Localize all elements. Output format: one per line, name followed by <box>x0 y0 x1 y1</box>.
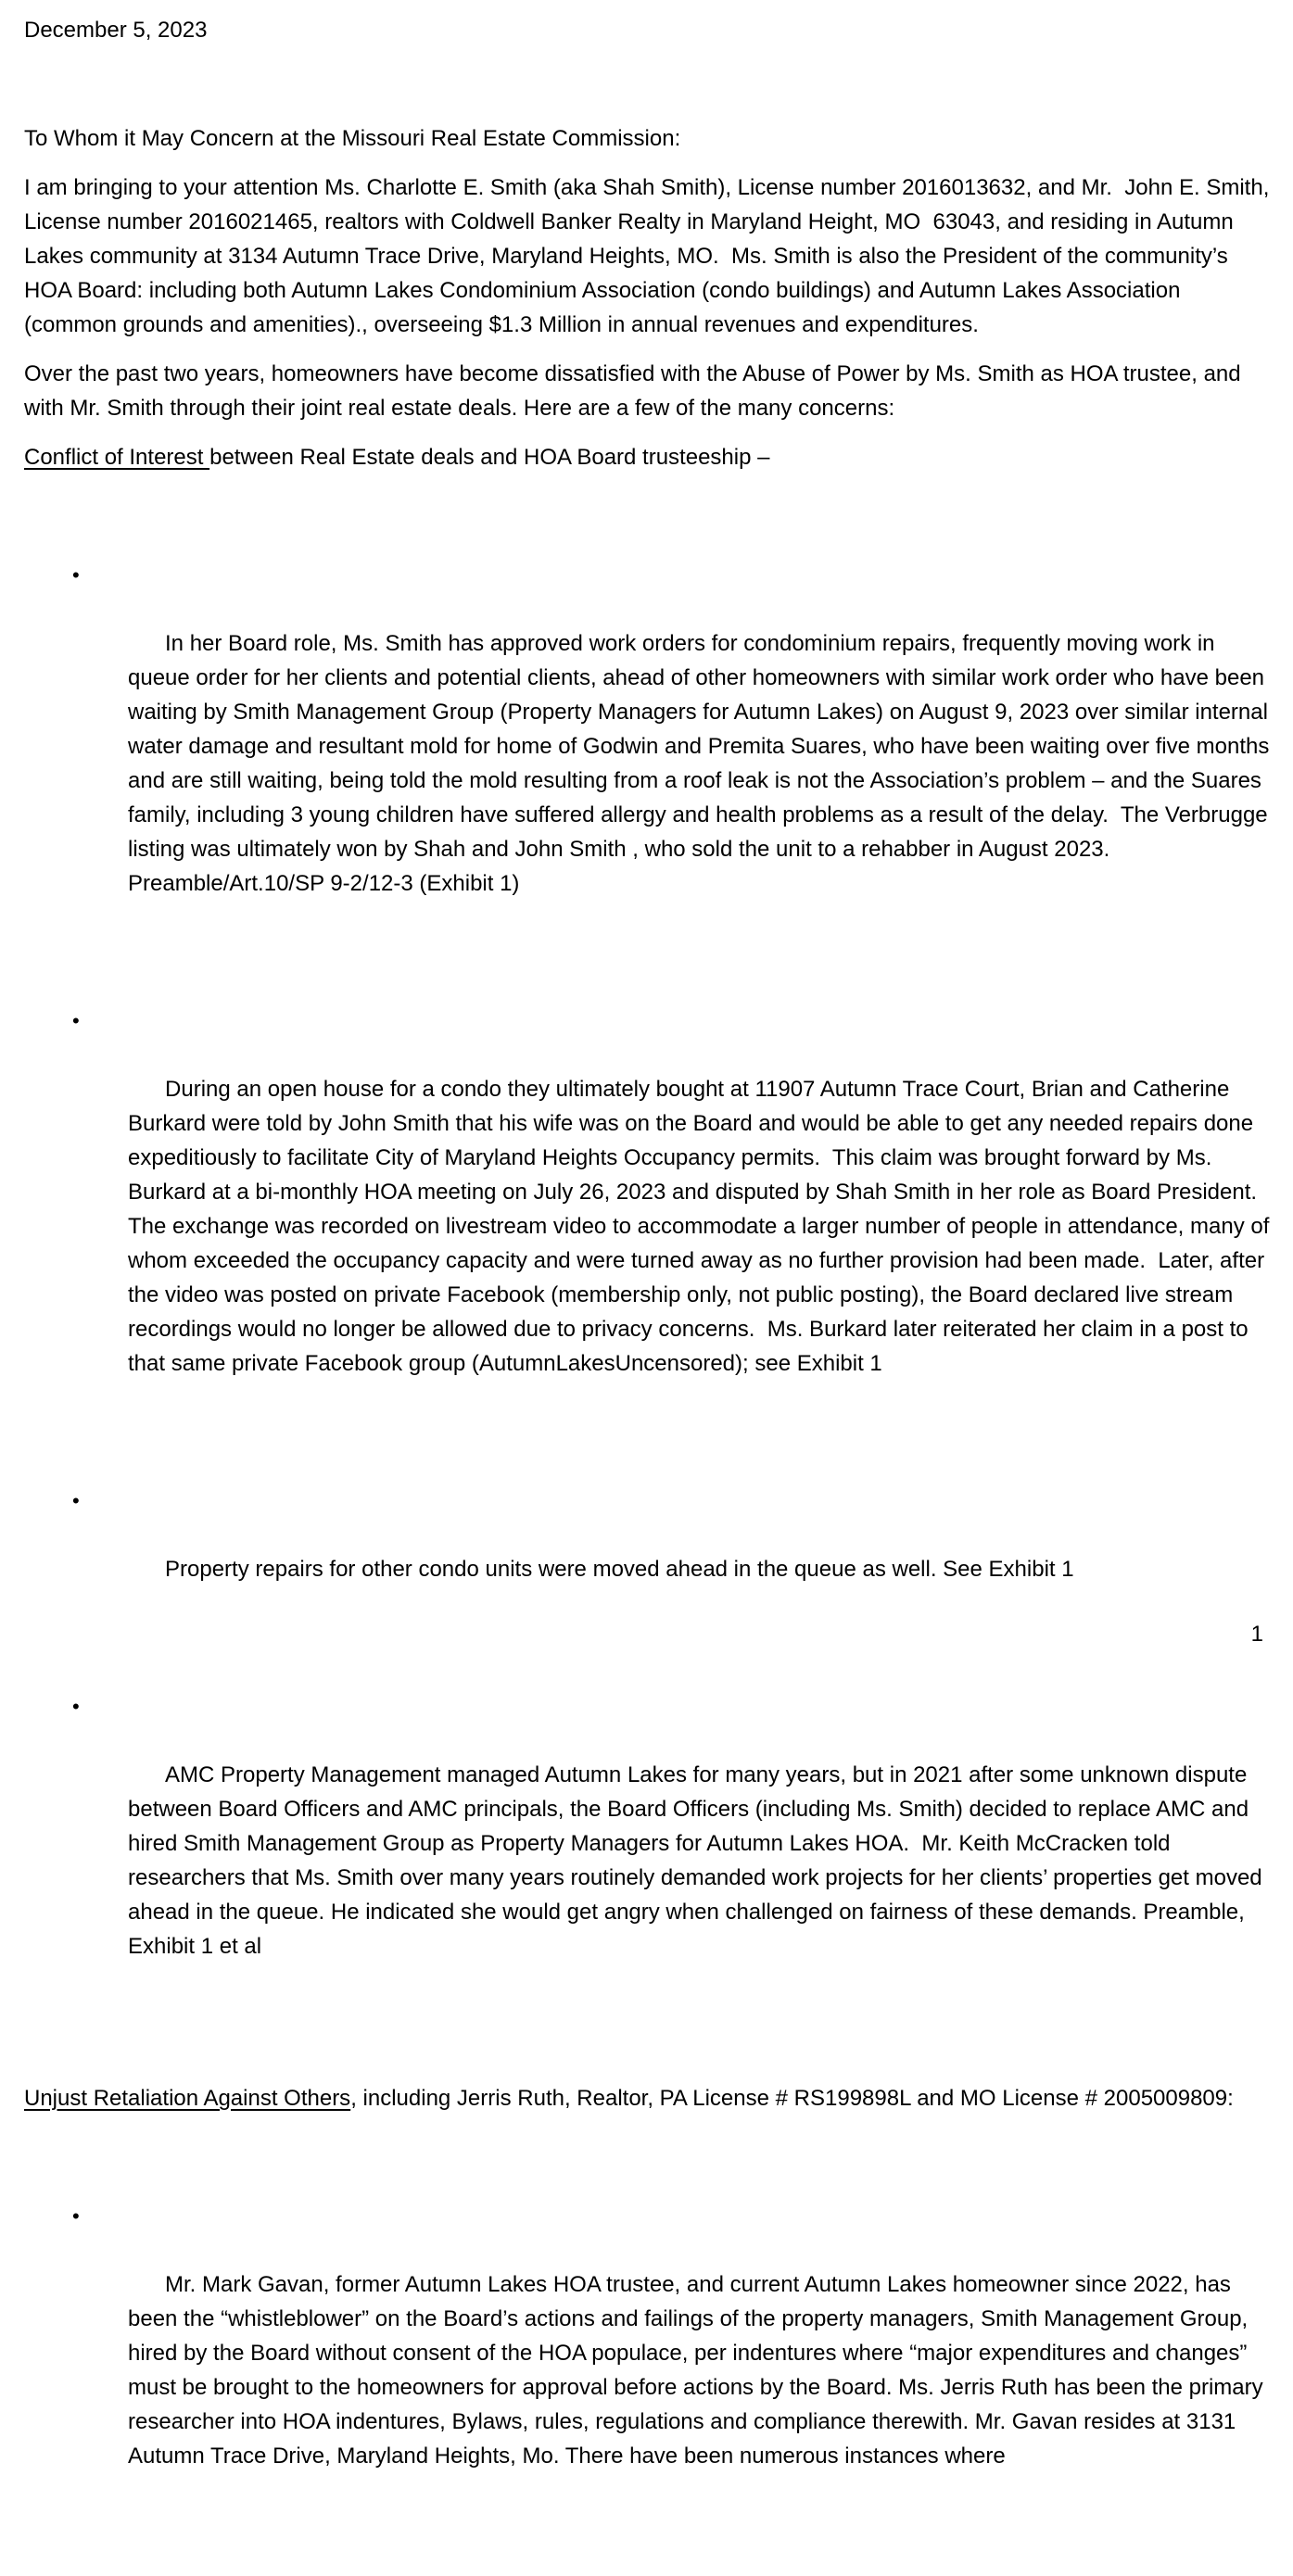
bullet-icon: • <box>72 1489 80 1512</box>
bullet-text-mark-gavan: Mr. Mark Gavan, former Autumn Lakes HOA trustee, and current Autumn Lakes homeowner since 2022, has been the “whistleblower” on the Board’s actions and failings of the property managers, Smith Management Group, hired by the Board without consent of the HOA populace, per indentures where “major expenditures and changes” must be brought to the homeowners for approval before actions by the Board. Ms. Jerris Ruth has been the primary researcher into HOA indentures, Bylaws, rules, regulations and compliance therewith. Mr. Gavan resides at 3131 Autumn Trace Drive, Maryland Heights, Mo. There have been numerous instances where <box>128 2272 1270 2469</box>
bullet-icon: • <box>72 1009 80 1032</box>
heading-underlined-text: Conflict of Interest <box>24 445 210 470</box>
bullet-icon: • <box>72 563 80 587</box>
salutation: To Whom it May Concern at the Missouri Real Estate Commission: <box>24 126 681 151</box>
intro-paragraph-2: Over the past two years, homeowners have become dissatisfied with the Abuse of Power by Ms. Smith as HOA trustee, and with Mr. Smith through their joint real estate deals. Here are a few of the many concerns: <box>24 361 1248 421</box>
bullet-text-property-repairs: Property repairs for other condo units were moved ahead in the queue as well. See Exhibit 1 <box>165 1557 1074 1582</box>
page-number: 1 <box>1250 1622 1263 1647</box>
list-item <box>24 558 1276 935</box>
section-heading-unjust-retaliation <box>24 2081 1270 2115</box>
bullet-icon: • <box>72 2204 80 2228</box>
list-item <box>24 1689 1270 1998</box>
list-item <box>24 1004 1276 1415</box>
heading-rest-text: between Real Estate deals and HOA Board trusteeship – <box>209 445 770 470</box>
heading-rest-text: , including Jerris Ruth, Realtor, PA License # RS199898L and MO License # 2005009809: <box>350 2086 1234 2111</box>
unjust-retaliation-bullet-list <box>24 2130 1270 2576</box>
bullet-text-open-house: During an open house for a condo they ultimately bought at 11907 Autumn Trace Court, Brian and Catherine Burkard were told by John Smith that his wife was on the Board and would be able to get any needed repairs done expeditiously to facilitate City of Maryland Heights Occupancy permits. This claim was brought forward by Ms. Burkard at a bi-monthly HOA meeting on July 26, 2023 and disputed by Shah Smith in her role as Board President. The exchange was recorded on livestream video to accommodate a larger number of people in attendance, many of whom exceeded the occupancy capacity and were turned away as no further provision had been made. Later, after the video was posted on private Facebook (membership only, not public posting), the Board declared live stream recordings would no longer be allowed due to privacy concerns. Ms. Burkard later reiterated her claim in a post to that same private Facebook group (AutumnLakesUncensored); see Exhibit 1 <box>128 1077 1276 1376</box>
heading-underlined-text: Unjust Retaliation Against Others <box>24 2086 351 2111</box>
conflict-of-interest-bullet-list <box>24 489 1276 2066</box>
section-heading-conflict-of-interest <box>24 440 1270 474</box>
letter-date: December 5, 2023 <box>24 18 208 43</box>
bullet-text-amc-management: AMC Property Management managed Autumn Lakes for many years, but in 2021 after some unknown dispute between Board Officers and AMC principals, the Board Officers (including Ms. Smith) decided to replace AMC and hired Smith Management Group as Property Managers for Autumn Lakes HOA. Mr. Keith McCracken told researchers that Ms. Smith over many years routinely demanded work projects for her clients’ properties get moved ahead in the queue. He indicated she would get angry when challenged on fairness of these demands. Preamble, Exhibit 1 et al <box>128 1762 1269 1959</box>
list-item <box>24 1484 1270 1621</box>
bullet-icon: • <box>72 1695 80 1718</box>
intro-paragraph-1: I am bringing to your attention Ms. Charlotte E. Smith (aka Shah Smith), License number 2016013632, and Mr. John E. Smith, License number 2016021465, realtors with Coldwell Banker Realty in Maryland Height, MO 63043, and residing in Autumn Lakes community at 3134 Autumn Trace Drive, Maryland Heights, MO. Ms. Smith is also the President of the community’s HOA Board: including both Autumn Lakes Condominium Association (condo buildings) and Autumn Lakes Association (common grounds and amenities)., overseeing $1.3 Million in annual revenues and expenditures. <box>24 175 1276 337</box>
list-item <box>24 2199 1270 2507</box>
bullet-text-work-orders: In her Board role, Ms. Smith has approved work orders for condominium repairs, frequently moving work in queue order for her clients and potential clients, ahead of other homeowners with similar work order who have been waiting by Smith Management Group (Property Managers for Autumn Lakes) on August 9, 2023 over similar internal water damage and resultant mold for home of Godwin and Premita Suares, who have been waiting over five months and are still waiting, being told the mold resulting from a roof leak is not the Association’s problem – and the Suares family, including 3 young children have suffered allergy and health problems as a result of the delay. The Verbrugge listing was ultimately won by Shah and John Smith , who sold the unit to a rehabber in August 2023. Preamble/Art.10/SP 9-2/12-3 (Exhibit 1) <box>128 631 1276 896</box>
